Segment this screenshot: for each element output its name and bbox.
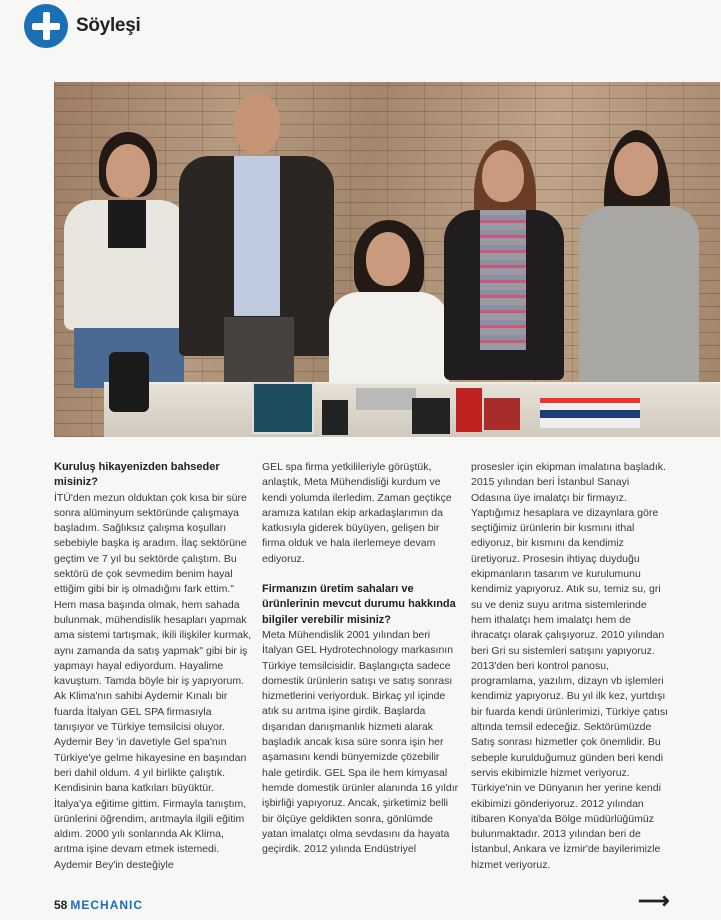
phone	[109, 352, 149, 412]
group-photo	[54, 82, 720, 437]
column-1-body: İTÜ'den mezun olduktan çok kısa bir süre sonra alüminyum sektöründe çalışmaya başladım. Sağlıksız çalışma koşulları sebebiyle başka iş aradım. İlaç sektörüne geçtim ve 7 yıl bu sektörde çalıştım. Bu sektörü de çok sevmedim benim hayal ettiğim gibi bir iş olmadığını fark ettim." Hem masa başında olmak, hem sahada bulunmak, mühendislik hesapları yapmak ama sistemi tartışmak, ikili ilişkiler kurmak, aynı zamanda da satış yapmak" gibi bir iş yapmayı hayal ediyordum. Hayalime kavuştum. Tamda böyle bir iş yapıyorum. Ak Klima'nın sahibi Aydemir Kınalı bir fuarda İtalyan GEL SPA firmasıyla tanışıyor ve Türkiye temsilcisi oluyor. Aydemir Bey 'in davetiyle Gel spa'nın Türkiye'ye gelme hikayesine en başından beri dahil oldum. 4 yıl birlikte çalıştık. Kendisinin bana katkıları büyüktür. İtalya'ya eğitime gittim. Firmayla tanıştım, ürünlerini öğrendim, arıtmayla ilgili eğitim aldım. 2000 yılı sonlarında Ak Klima, arıtma işine devam etmek istemedi. Aydemir Bey'in desteğiyle	[54, 491, 252, 871]
person-4	[444, 140, 564, 390]
person-3	[324, 220, 454, 400]
laptop	[356, 388, 416, 410]
column-1	[54, 460, 252, 873]
plus-cross-icon	[24, 4, 68, 48]
person-2	[179, 92, 339, 432]
column-2-intro: GEL spa firma yetkilileriyle görüştük, anlaştık, Meta Mühendisliği kurdum ve kendi yolumda ilerledim. Zaman geçtikçe aramıza katılan ekip arkadaşlarımın da katkısıyla giderek büyüyen, gelişen bir firma olduk ve hala ilerlemeye devam ediyoruz.	[262, 461, 452, 565]
product-box	[412, 398, 450, 434]
section-title: Söyleşi	[76, 15, 141, 36]
pen-holder	[322, 400, 348, 435]
page-footer	[54, 898, 143, 912]
arrow-right-icon: ⟶	[638, 888, 670, 913]
magazine-name: MECHANIC	[70, 898, 144, 912]
brochure	[252, 382, 314, 434]
column-3	[471, 460, 669, 873]
column-3-body: prosesler için ekipman imalatına başladık. 2015 yılından beri İstanbul Sanayi Odasına üye imalatçı bir firmayız. Yaptığımız hesaplara ve dizaynlara göre seçtiğimiz ürünlerin bir kısmını ithal ediyoruz, bir kısmını da kendimiz üretiyoruz. Prosesin ihtiyaç duyduğu ekipmanların tasarım ve kurulumunu kendimiz yapıyoruz. Atık su, temiz su, gri su ve deniz suyu arıtma sistemlerinde hem ithalatçı hem imalatçı hem de ihracatçı olarak çalışıyoruz. 2010 yılından beri Gri su sistemleri satışını yapıyoruz. 2013'den beri kontrol panosu, programlama, yazılım, dizayn vb işlemleri kendimiz yapıyoruz. Bu yıl ilk kez, yurtdışı bir fuarda kendi ürünlerimizi, Türkiye çatısı altında temsil edeceğiz. Sektörümüzde Satış sonrası hizmetler çok önemlidir. Bu sebeple kurulduğumuz günden beri kendi servis ekibimizle hizmet veriyoruz. Türkiye'nin ve Dünyanın her yerine kendi ekibimizi gönderiyoruz. 2012 yılından itibaren Konya'da Bölge müdürlüğümüz bulunmaktadır. 2013 yılından beri de İstanbul, Ankara ve İzmir'de bayilerimizle hizmet veriyoruz.	[471, 461, 669, 871]
red-pump	[456, 388, 482, 432]
column-2	[262, 460, 460, 857]
column-2-heading: Firmanızın üretim sahaları ve ürünlerinin mevcut durumu hakkında bilgiler verebilir misiniz?	[262, 583, 456, 626]
column-2-body: Meta Mühendislik 2001 yılından beri İtalyan GEL Hydrotechnology markasının Türkiye temsilcisidir. Başlangıçta sadece domestik ürünlerin satışı ve satış sonrası hizmetlerini veriyorduk. Birkaç yıl içinde atık su arıtma işine girdik. Başlarda dışarıdan danışmanlık hizmeti alarak başladık ancak kısa süre sonra işin her aşamasını kendi bünyemizde çözebilir hale getirdik. GEL Spa ile hem kimyasal hemde domestik ürünler alanında 16 yıldır işbirliği yapıyoruz. Ancak, şirketimiz belli bir ölçüye geldikten sonra, gönlümde yatan imalatçı olma sevdasını da hayata geçirdik. 2012 yılında Endüstriyel	[262, 628, 459, 856]
column-1-heading: Kuruluş hikayenizden bahseder misiniz?	[54, 461, 220, 489]
page-number: 58	[54, 898, 68, 912]
binders	[540, 398, 640, 428]
red-box	[484, 398, 520, 430]
section-header	[24, 2, 140, 50]
